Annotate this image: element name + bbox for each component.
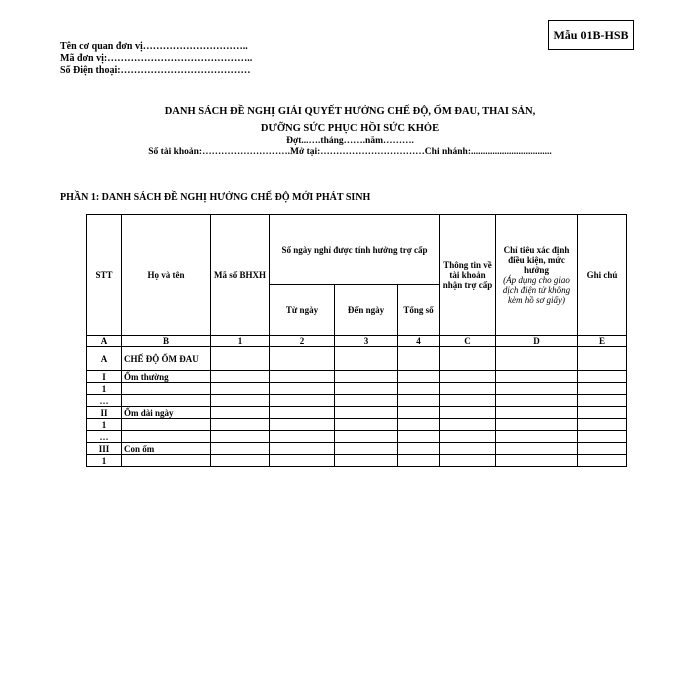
- header-row: [87, 215, 627, 285]
- row-stt: A: [87, 347, 122, 371]
- header-total: Tổng số: [398, 285, 440, 336]
- header-to: Đến ngày: [335, 285, 398, 336]
- table-row: [87, 347, 627, 371]
- code-row: [87, 336, 627, 347]
- code-cell: A: [87, 336, 122, 347]
- table-row: [87, 431, 627, 443]
- row-stt: …: [87, 431, 122, 443]
- phone-line: Số Điện thoại:…………………………………: [60, 65, 251, 76]
- table-row: [87, 383, 627, 395]
- code-cell: 2: [270, 336, 335, 347]
- row-stt: …: [87, 395, 122, 407]
- row-stt: 1: [87, 419, 122, 431]
- code-cell: 3: [335, 336, 398, 347]
- organization-info: [60, 41, 252, 77]
- header-name: Họ và tên: [122, 215, 211, 336]
- row-name: [122, 383, 211, 395]
- table-row: [87, 371, 627, 383]
- code-cell: 1: [211, 336, 270, 347]
- row-name: CHẾ ĐỘ ỐM ĐAU: [122, 347, 211, 371]
- row-name: Ốm dài ngày: [122, 407, 211, 419]
- benefit-table: [86, 214, 627, 467]
- row-name: Con ốm: [122, 443, 211, 455]
- row-stt: 1: [87, 455, 122, 467]
- org-name-line: Tên cơ quan đơn vị…………………………..: [60, 41, 248, 52]
- table-row: [87, 455, 627, 467]
- period-line: Đợt...….tháng…….năm……….: [286, 136, 414, 146]
- code-cell: 4: [398, 336, 440, 347]
- header-criteria-title: Chỉ tiêu xác định điều kiện, mức hưởng: [503, 245, 570, 275]
- table-row: [87, 419, 627, 431]
- account-line: Số tài khoản:……………………….Mở tại:……………………………Chi nhánh:..................................: [148, 147, 552, 157]
- row-name: [122, 431, 211, 443]
- code-cell: E: [578, 336, 627, 347]
- row-name: Ốm thường: [122, 371, 211, 383]
- row-name: [122, 419, 211, 431]
- header-from: Từ ngày: [270, 285, 335, 336]
- header-stt: STT: [87, 215, 122, 336]
- table-row: [87, 407, 627, 419]
- org-code-line: Mã đơn vị:……………………………………..: [60, 53, 253, 64]
- header-note: Ghi chú: [578, 215, 627, 336]
- header-criteria: [496, 215, 578, 336]
- header-days-group: Số ngày nghỉ được tính hưởng trợ cấp: [270, 215, 440, 285]
- code-cell: B: [122, 336, 211, 347]
- row-stt: III: [87, 443, 122, 455]
- row-name: [122, 455, 211, 467]
- header-criteria-note: (Áp dụng cho giao dịch điện tử không kèm hồ sơ giấy): [502, 275, 571, 305]
- code-cell: D: [496, 336, 578, 347]
- code-cell: C: [440, 336, 496, 347]
- header-bhxh: Mã số BHXH: [211, 215, 270, 336]
- row-stt: II: [87, 407, 122, 419]
- row-name: [122, 395, 211, 407]
- section-title: PHẦN 1: DANH SÁCH ĐỀ NGHỊ HƯỞNG CHẾ ĐỘ MỚI PHÁT SINH: [60, 192, 371, 203]
- row-stt: I: [87, 371, 122, 383]
- document-title-line1: DANH SÁCH ĐỀ NGHỊ GIẢI QUYẾT HƯỞNG CHẾ ĐỘ, ỐM ĐAU, THAI SẢN,: [164, 106, 536, 117]
- header-account: Thông tin về tài khoản nhận trợ cấp: [440, 215, 496, 336]
- table-row: [87, 395, 627, 407]
- document-title-line2: DƯỠNG SỨC PHỤC HỒI SỨC KHỎE: [260, 123, 440, 134]
- row-stt: 1: [87, 383, 122, 395]
- form-code-box: Mẫu 01B-HSB: [548, 20, 634, 50]
- table-row: [87, 443, 627, 455]
